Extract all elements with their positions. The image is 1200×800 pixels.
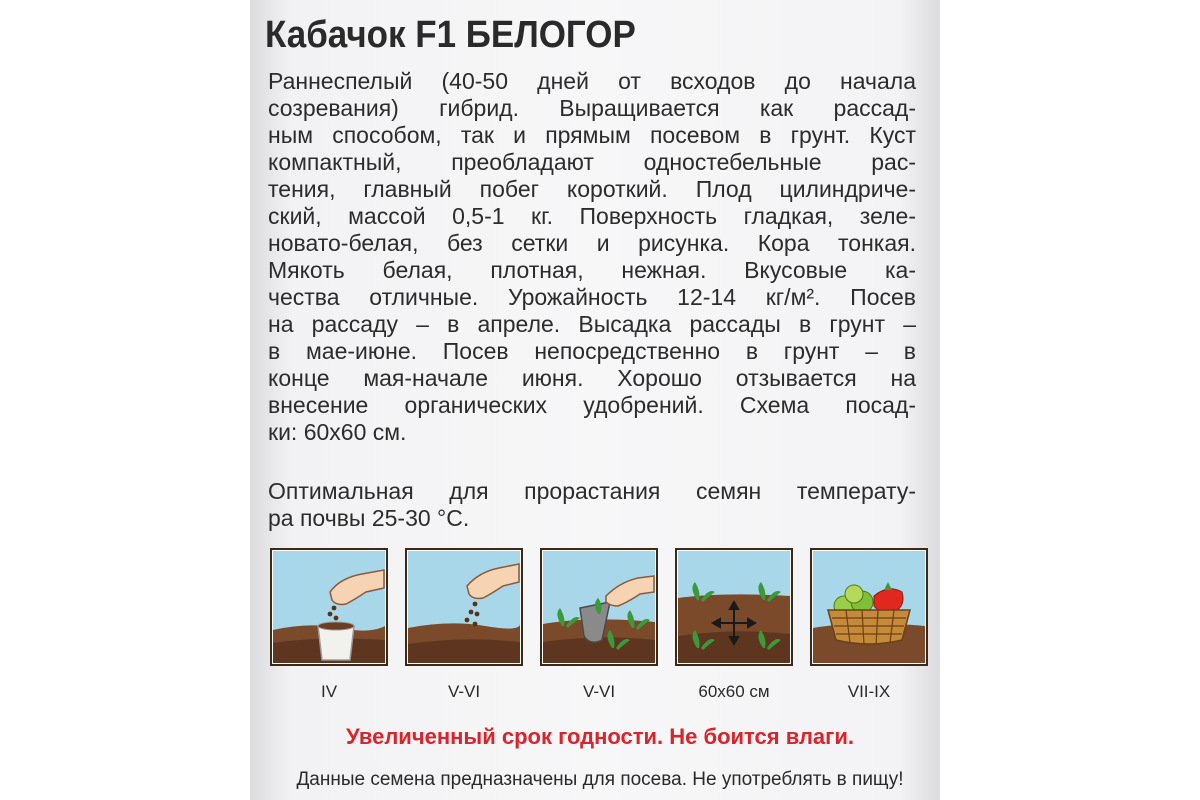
planting-scheme-icon [675,548,793,666]
description-line: в мае-июне. Посев непосредственно в грунт – в [268,338,916,364]
step-label: 60х60 см [698,682,770,701]
temperature-line: Оптимальная для прорастания семян температу- [268,478,916,504]
step-label: IV [320,682,338,701]
description-line: новато-белая, без сетки и рисунка. Кора тонкая. [268,230,916,256]
product-title: Кабачок F1 БЕЛОГОР [265,14,636,56]
step-harvest [810,548,928,701]
description-line: тения, главный побег короткий. Плод цилиндриче- [268,176,916,202]
temperature-line: ра почвы 25-30 °С. [268,505,470,531]
not-for-food-warning: Данные семена предназначены для посева. Не употреблять в пищу! [296,769,904,790]
transplanting-seedlings-icon [540,548,658,666]
description-line: на рассаду – в апреле. Высадка рассады в грунт – [268,311,916,337]
description-line: конце мая-начале июня. Хорошо отзывается на [268,365,916,391]
shelf-life-note: Увеличенный срок годности. Не боится влаги. [346,724,854,749]
description-line: внесение органических удобрений. Схема посад- [268,392,916,418]
description-line: ки: 60х60 см. [268,419,407,445]
sowing-in-ground-icon [405,548,523,666]
step-label: V-VI [582,682,616,701]
description-line: Мякоть белая, плотная, нежная. Вкусовые ка- [268,257,916,283]
step-label: VII-IX [847,682,891,701]
step-label: V-VI [447,682,481,701]
description-line: ным способом, так и прямым посевом в грунт. Куст [268,122,916,148]
sowing-in-pot-icon [270,548,388,666]
temperature-text [268,478,916,532]
description-line: Раннеспелый (40-50 дней от всходов до начала [268,68,916,94]
description-line: чества отличные. Урожайность 12-14 кг/м². Посев [268,284,916,310]
description-text [268,68,916,446]
step-transplanting [540,548,658,701]
description-line: созревания) гибрид. Выращивается как рассад- [268,95,916,121]
step-planting-scheme [675,548,793,701]
step-sowing-in-pot [270,548,388,701]
description-line: компактный, преобладают одностебельные рас- [268,149,916,175]
step-sowing-in-ground [405,548,523,701]
description-line: ский, массой 0,5-1 кг. Поверхность гладкая, зеле- [268,203,916,229]
harvest-basket-icon [810,548,928,666]
